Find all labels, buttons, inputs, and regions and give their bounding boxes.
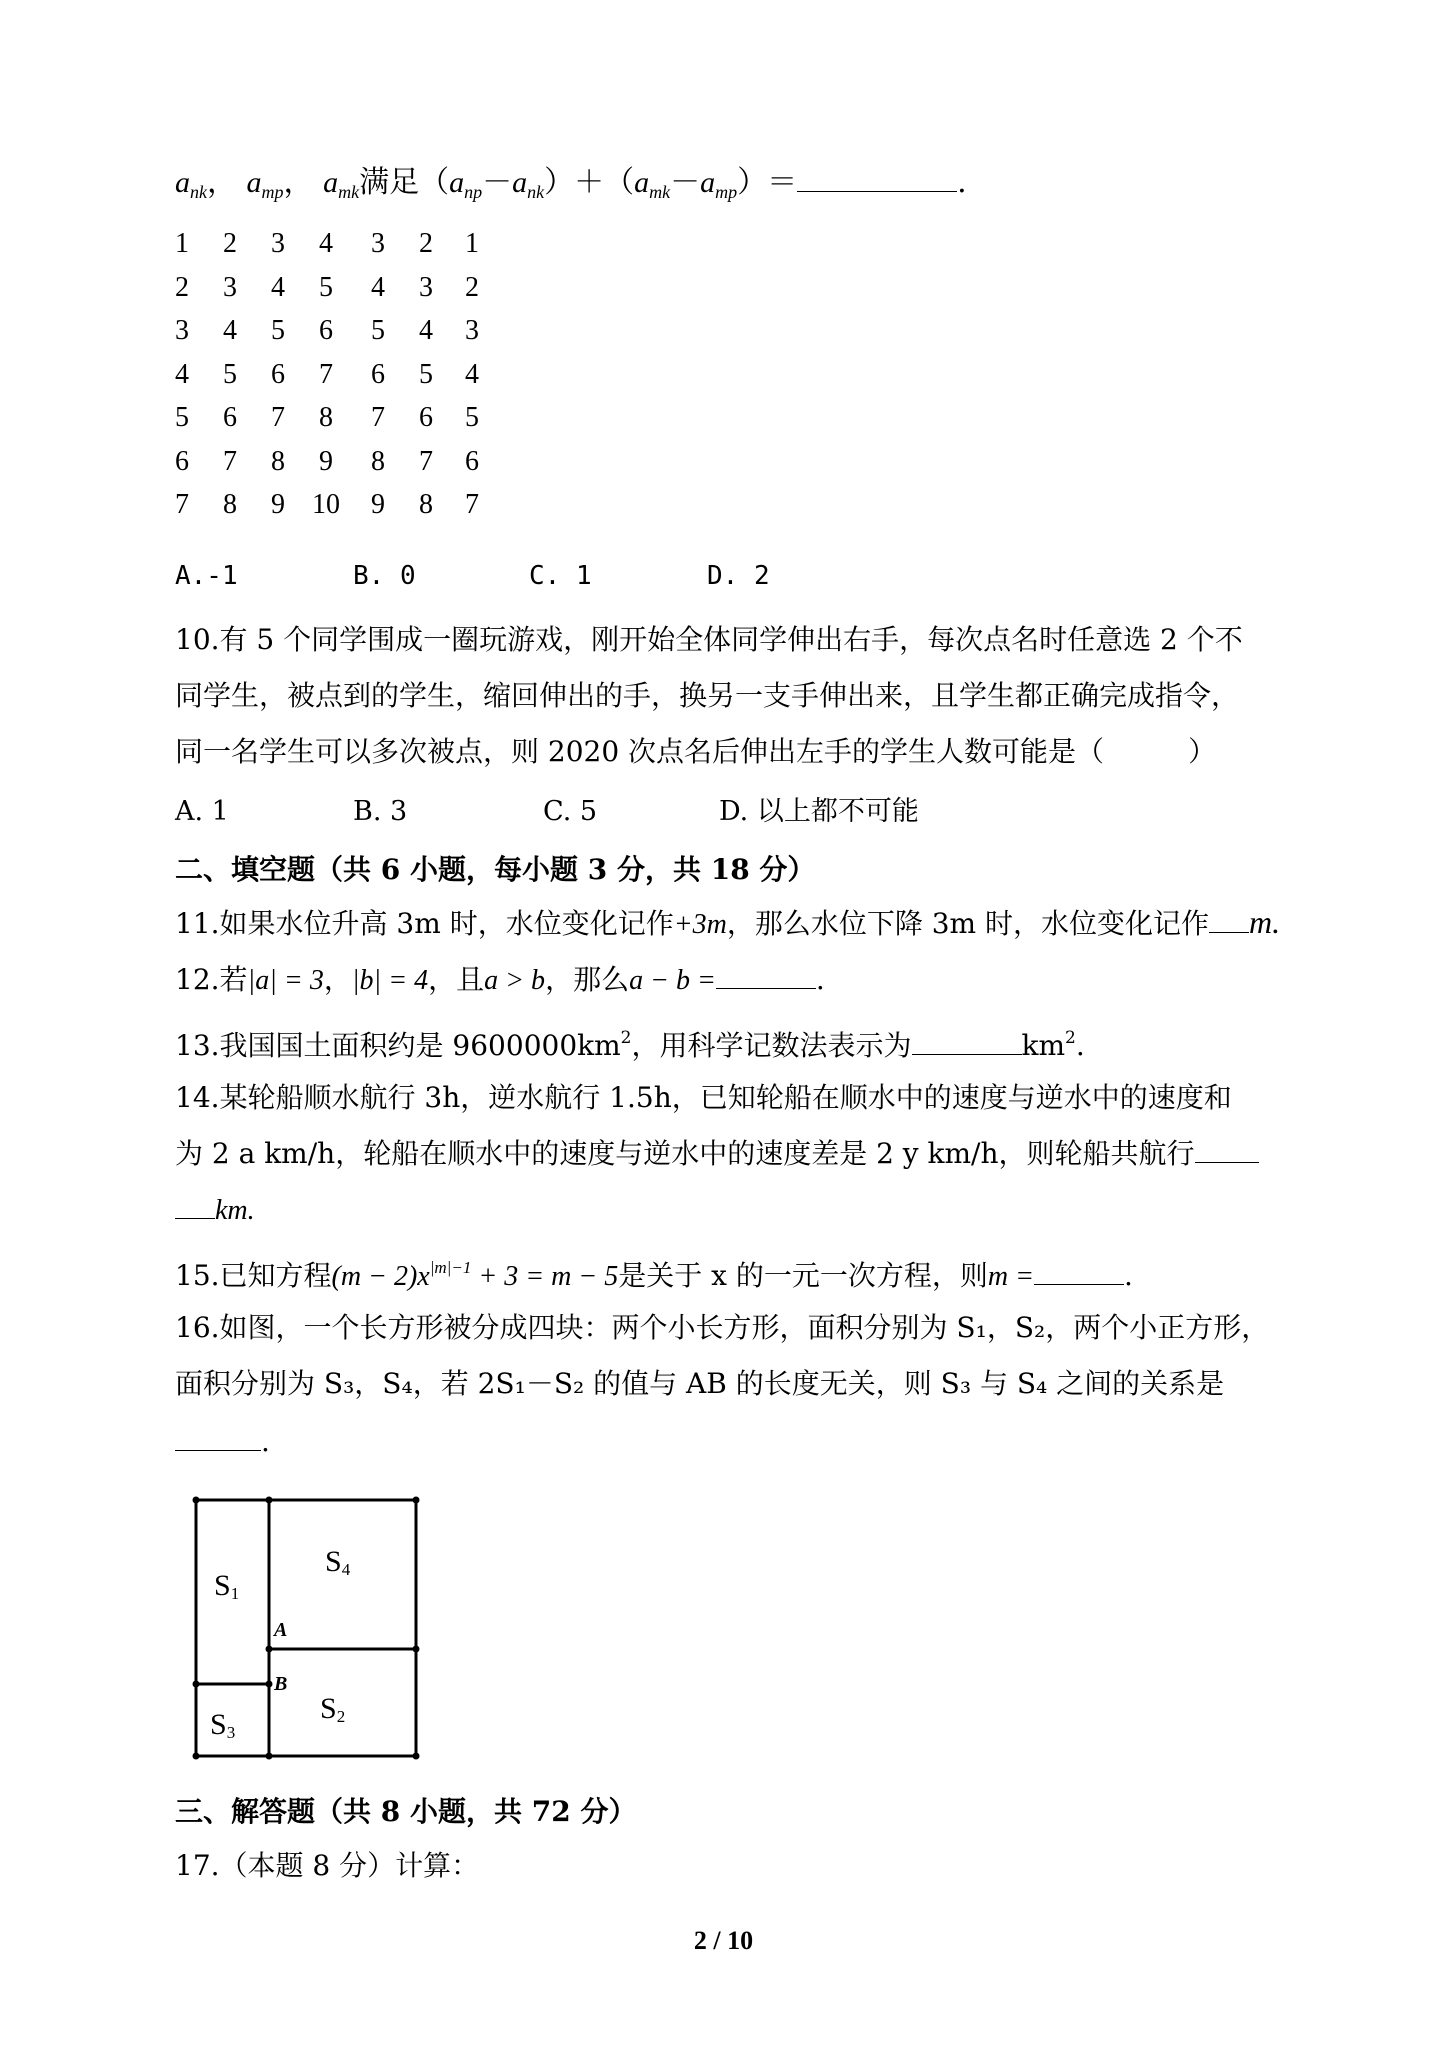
table-cell: 4 bbox=[319, 228, 333, 259]
table-cell: 6 bbox=[175, 445, 189, 477]
table-cell: 6 bbox=[271, 358, 285, 390]
q10-options bbox=[175, 794, 919, 830]
q14-line-3 bbox=[175, 1192, 255, 1229]
point-b-label: B bbox=[274, 1673, 288, 1695]
a-nk: $a_{nk}$ bbox=[175, 166, 207, 202]
q14-unit: km. bbox=[215, 1195, 255, 1226]
q13-text-2: ，用科学记数法表示为 bbox=[631, 1029, 912, 1062]
table-cell: 6 bbox=[465, 445, 479, 477]
table-cell: 5 bbox=[419, 358, 433, 390]
table-cell: 8 bbox=[271, 445, 285, 477]
table-cell: 3 bbox=[223, 271, 237, 303]
q16-line-2: 面积分别为 S₃，S₄，若 2S₁－S₂ 的值与 AB 的长度无关，则 S₃ 与 S₄ 之间的关系是 bbox=[175, 1367, 1225, 1400]
table-cell: 9 bbox=[319, 445, 333, 477]
table-cell: 8 bbox=[319, 402, 333, 433]
table-cell: 4 bbox=[371, 271, 385, 303]
q15-eq-rest: + 3 = m − 5 bbox=[471, 1261, 619, 1292]
answer-blank bbox=[1034, 1262, 1124, 1285]
q17: 17.（本题 8 分）计算： bbox=[175, 1849, 480, 1882]
a-nk-2: $a_{nk}$ bbox=[512, 166, 545, 202]
q9-options bbox=[175, 558, 770, 594]
table-cell: 5 bbox=[223, 358, 237, 390]
q15 bbox=[175, 1250, 1133, 1295]
q11 bbox=[175, 904, 1280, 943]
table-cell: 7 bbox=[371, 402, 385, 433]
outer-rectangle bbox=[196, 1500, 416, 1756]
page-number: 2 / 10 bbox=[693, 1926, 754, 1955]
close-equals: ）＝ bbox=[737, 165, 798, 200]
q12-condition: a > b bbox=[484, 965, 546, 996]
option-d: D. 2 bbox=[707, 561, 770, 591]
a-mk: $a_{mk}$ bbox=[323, 166, 360, 202]
q16-line-1: 16.如图，一个长方形被分成四块：两个小长方形，面积分别为 S₁，S₂，两个小正方形， bbox=[175, 1311, 1270, 1344]
abs-b: |b| = 4 bbox=[351, 965, 429, 996]
answer-blank bbox=[1209, 910, 1249, 933]
option-b: B. 3 bbox=[353, 796, 408, 827]
rectangle-figure bbox=[180, 1484, 440, 1764]
q10-line-2: 同学生，被点到的学生，缩回伸出的手，换另一支手伸出来，且学生都正确完成指令， bbox=[175, 679, 1240, 712]
period: . bbox=[261, 1425, 270, 1458]
period: . bbox=[815, 963, 825, 996]
option-d: D. 以上都不可能 bbox=[719, 796, 919, 827]
label-s2: S2 bbox=[320, 1692, 346, 1726]
table-cell: 6 bbox=[419, 402, 433, 433]
table-cell: 5 bbox=[371, 315, 385, 346]
label-s4: S4 bbox=[325, 1545, 351, 1579]
table-cell: 10 bbox=[312, 489, 340, 520]
table-cell: 3 bbox=[371, 228, 385, 259]
q14-text: 为 2 a km/h，轮船在顺水中的速度与逆水中的速度差是 2 y km/h，则轮船共航行 bbox=[175, 1137, 1195, 1170]
answer-blank bbox=[716, 966, 816, 989]
q11-text: 11.如果水位升高 3m 时，水位变化记作 bbox=[175, 907, 674, 940]
answer-blank-cont bbox=[175, 1196, 215, 1219]
table-cell: 8 bbox=[371, 445, 385, 477]
table-cell: 4 bbox=[465, 358, 479, 390]
table-cell: 7 bbox=[419, 445, 433, 477]
table-cell: 5 bbox=[271, 315, 285, 346]
q14-line-2 bbox=[175, 1136, 1259, 1172]
q12-expression: a − b = bbox=[629, 965, 716, 996]
comma: ， bbox=[207, 165, 237, 200]
abs-a: |a| = 3 bbox=[247, 965, 324, 996]
q15-exponent: |m|−1 bbox=[429, 1258, 472, 1277]
table-cell: 2 bbox=[223, 228, 237, 259]
option-a: A. 1 bbox=[175, 796, 229, 827]
superscript: 2 bbox=[620, 1028, 632, 1048]
table-cell: 9 bbox=[371, 489, 385, 520]
table-cell: 1 bbox=[175, 228, 189, 259]
q12-text-3: ，那么 bbox=[545, 963, 630, 996]
q15-answer-label: m = bbox=[987, 1261, 1034, 1292]
q10-line-1: 10.有 5 个同学围成一圈玩游戏，刚开始全体同学伸出右手，每次点名时任意选 2 个不 bbox=[175, 623, 1243, 656]
q11-text-2: ，那么水位下降 3m 时，水位变化记作 bbox=[726, 907, 1209, 940]
table-cell: 8 bbox=[223, 489, 237, 520]
table-cell: 9 bbox=[271, 489, 285, 520]
q16-line-3 bbox=[175, 1424, 270, 1460]
table-cell: 8 bbox=[419, 489, 433, 520]
table-cell: 2 bbox=[419, 228, 433, 259]
q14-line-1: 14.某轮船顺水航行 3h，逆水航行 1.5h，已知轮船在顺水中的速度与逆水中的速度和 bbox=[175, 1081, 1232, 1114]
label-s1: S1 bbox=[214, 1569, 240, 1603]
q9-condition-line bbox=[175, 165, 967, 210]
comma: ， bbox=[283, 165, 314, 200]
q12-text-2: ，且 bbox=[428, 963, 485, 996]
table-cell: 6 bbox=[223, 402, 237, 433]
table-cell: 7 bbox=[271, 402, 285, 433]
q10-line-3: 同一名学生可以多次被点，则 2020 次点名后伸出左手的学生人数可能是（ ） bbox=[175, 735, 1217, 768]
period: . bbox=[1123, 1259, 1133, 1292]
section-2-heading: 二、填空题（共 6 小题，每小题 3 分，共 18 分） bbox=[175, 853, 816, 886]
option-c: C. 5 bbox=[543, 796, 598, 827]
q11-math: +3m bbox=[673, 909, 727, 940]
q13 bbox=[175, 1020, 1085, 1064]
label-s3: S3 bbox=[210, 1708, 236, 1742]
period: . bbox=[957, 165, 967, 200]
answer-blank bbox=[175, 1428, 261, 1451]
table-cell: 3 bbox=[419, 271, 433, 303]
table-cell: 7 bbox=[175, 489, 189, 520]
table-cell: 4 bbox=[175, 358, 189, 390]
table-cell: 6 bbox=[319, 315, 333, 346]
table-cell: 4 bbox=[223, 315, 237, 346]
q13-unit: km bbox=[1021, 1029, 1066, 1062]
option-c: C. 1 bbox=[529, 561, 592, 591]
minus-sign-2: － bbox=[670, 165, 701, 200]
a-np: $a_{np}$ bbox=[449, 166, 483, 202]
q12-text: 12.若 bbox=[175, 963, 248, 996]
q12 bbox=[175, 962, 825, 999]
table-cell: 5 bbox=[465, 402, 479, 433]
answer-blank bbox=[1195, 1140, 1259, 1163]
a-mk-2: $a_{mk}$ bbox=[634, 166, 671, 202]
section-3-heading: 三、解答题（共 8 小题，共 72 分） bbox=[175, 1795, 637, 1828]
table-cell: 5 bbox=[319, 271, 333, 303]
table-cell: 3 bbox=[271, 228, 285, 259]
period: . bbox=[1075, 1029, 1085, 1062]
superscript: 2 bbox=[1065, 1028, 1076, 1048]
point-a-label: A bbox=[274, 1619, 288, 1641]
minus-sign: － bbox=[482, 165, 513, 200]
answer-blank bbox=[797, 169, 957, 192]
table-cell: 4 bbox=[419, 315, 433, 346]
option-a: A.-1 bbox=[175, 561, 238, 591]
plus-paren: ）＋（ bbox=[544, 165, 635, 200]
answer-blank bbox=[912, 1032, 1022, 1055]
option-b: B. 0 bbox=[353, 561, 416, 591]
comma: ， bbox=[323, 963, 352, 996]
q13-text: 13.我国国土面积约是 9600000km bbox=[175, 1029, 621, 1062]
a-mp-2: $a_{mp}$ bbox=[700, 166, 738, 202]
satisfy-text: 满足（ bbox=[359, 165, 450, 200]
table-cell: 2 bbox=[465, 271, 479, 303]
table-cell: 7 bbox=[319, 358, 333, 390]
a-mp: $a_{mp}$ bbox=[246, 166, 284, 202]
q15-text-2: 是关于 x 的一元一次方程，则 bbox=[618, 1259, 988, 1292]
table-cell: 3 bbox=[465, 315, 479, 346]
table-cell: 2 bbox=[175, 271, 189, 303]
table-cell: 3 bbox=[175, 315, 189, 346]
table-cell: 7 bbox=[465, 489, 479, 520]
table-cell: 7 bbox=[223, 445, 237, 477]
q11-unit: m. bbox=[1249, 904, 1281, 940]
table-cell: 4 bbox=[271, 271, 285, 303]
q15-text: 15.已知方程 bbox=[175, 1259, 332, 1292]
q15-eq: (m − 2)x bbox=[331, 1261, 430, 1292]
table-cell: 5 bbox=[175, 402, 189, 433]
table-cell: 1 bbox=[465, 228, 479, 259]
table-cell: 6 bbox=[371, 358, 385, 390]
